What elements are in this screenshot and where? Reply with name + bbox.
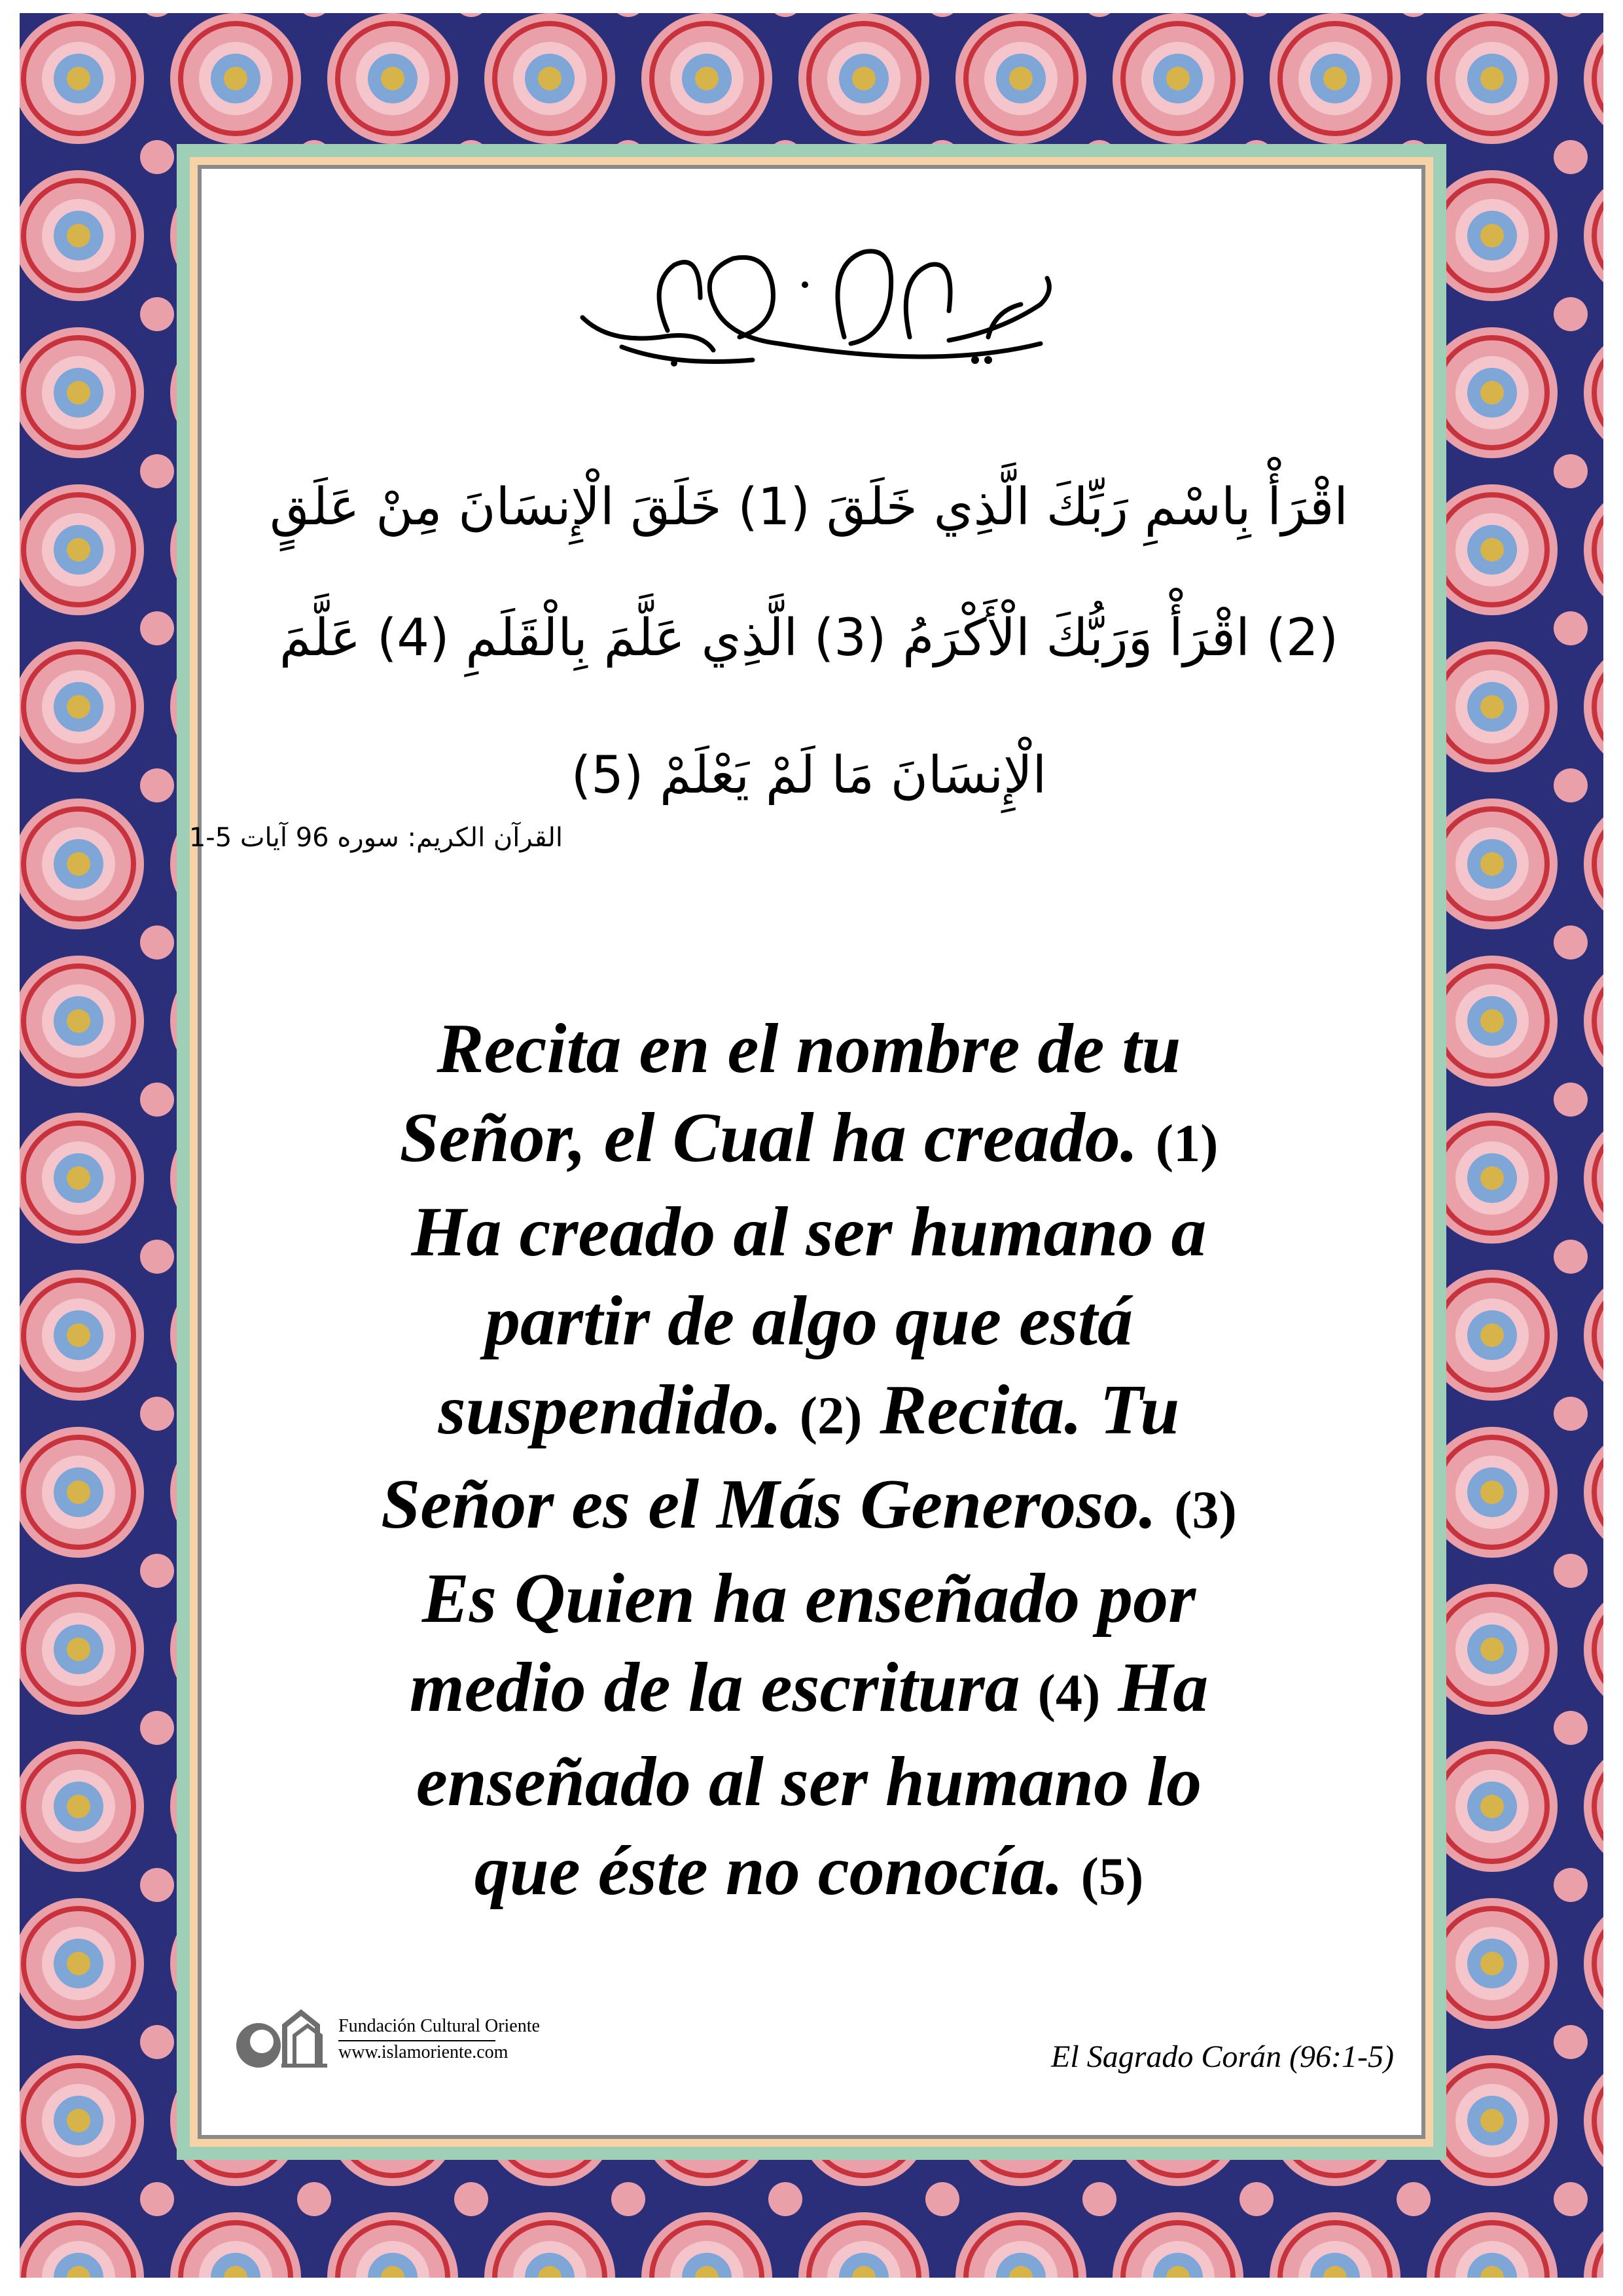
translation-text: que éste no conocía.: [474, 1832, 1081, 1910]
translation-line: [216, 1366, 1402, 1460]
translation-text: Señor es el Más Generoso.: [381, 1465, 1175, 1543]
verse-number: (1): [1155, 1113, 1219, 1173]
arabic-verse-line-3: الْإِنسَانَ مَا لَمْ يَعْلَمْ (5): [571, 746, 1047, 805]
translation-text: Recita. Tu: [862, 1371, 1180, 1449]
foundation-divider: [338, 2040, 495, 2041]
translation-text: enseñado al ser humano lo: [416, 1743, 1202, 1821]
translation-line: [216, 1738, 1402, 1827]
translation-text: Recita en el nombre de tu: [437, 1010, 1181, 1088]
translation-text: Señor, el Cual ha creado.: [399, 1099, 1156, 1177]
translation-text: medio de la escritura: [409, 1649, 1038, 1727]
translation-line: [216, 1827, 1402, 1921]
translation-line: [216, 1460, 1402, 1554]
translation-line: [216, 1554, 1402, 1643]
verse-number: (4): [1037, 1663, 1101, 1723]
verse-number: (2): [799, 1386, 863, 1445]
arabic-verse-line-2: (2) اقْرَأْ وَرَبُّكَ الْأَكْرَمُ (3) الَّذِي عَلَّمَ بِالْقَلَمِ (4) عَلَّمَ: [279, 609, 1339, 668]
citation: El Sagrado Corán (96:1-5): [1051, 2039, 1394, 2074]
foundation-url[interactable]: www.islamoriente.com: [338, 2042, 508, 2062]
translation-line: [216, 1643, 1402, 1738]
arabic-verse-line-1: اقْرَأْ بِاسْمِ رَبِّكَ الَّذِي خَلَقَ (1) خَلَقَ الْإِنسَانَ مِنْ عَلَقٍ: [270, 478, 1348, 537]
spanish-translation: [216, 1005, 1402, 1921]
verse-number: (3): [1174, 1480, 1237, 1539]
svg-text:بسم الله الرحمن الرحيم: بسم الله الرحمن الرحيم: [805, 373, 813, 374]
translation-text: partir de algo que está: [485, 1282, 1133, 1360]
arabic-reference: القرآن الكريم: سوره 96 آيات 5-1: [188, 823, 563, 853]
translation-line: [216, 1005, 1402, 1094]
basmala-calligraphy: [216, 206, 1402, 376]
translation-text: Ha creado al ser humano a: [411, 1193, 1207, 1271]
translation-text: Es Quien ha enseñado por: [421, 1560, 1196, 1638]
foundation-name: Fundación Cultural Oriente: [338, 2016, 540, 2036]
translation-text: suspendido.: [438, 1371, 800, 1449]
verse-number: (5): [1080, 1846, 1144, 1906]
translation-text: Ha: [1100, 1649, 1209, 1727]
translation-line: [216, 1277, 1402, 1366]
text-panel: [188, 180, 1402, 2124]
translation-line: [216, 1094, 1402, 1188]
foundation-logo: [223, 2000, 337, 2072]
translation-line: [216, 1188, 1402, 1277]
